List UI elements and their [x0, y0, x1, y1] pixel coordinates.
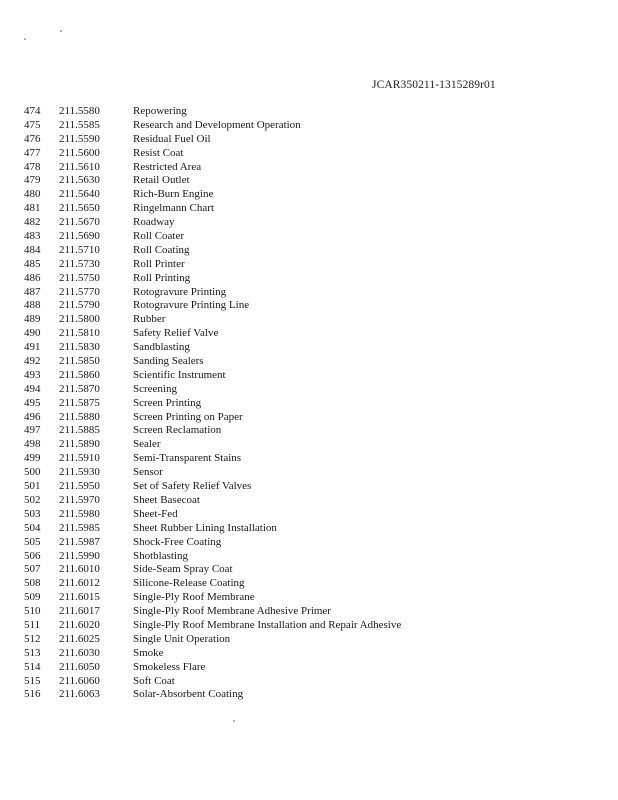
list-item: [0, 522, 618, 536]
list-item: [0, 230, 618, 244]
row-number: 485: [24, 257, 41, 270]
row-number: 477: [24, 146, 41, 159]
section-number: 211.5930: [59, 466, 100, 479]
list-item: [0, 383, 618, 397]
row-number: 513: [24, 646, 41, 659]
section-number: 211.5880: [59, 410, 100, 423]
row-number: 504: [24, 521, 41, 534]
row-number: 505: [24, 535, 41, 548]
scan-speck: [60, 30, 62, 32]
list-item: [0, 119, 618, 133]
row-number: 490: [24, 327, 41, 340]
section-number: 211.5990: [59, 549, 100, 562]
row-number: 495: [24, 396, 41, 409]
row-number: 476: [24, 132, 41, 145]
row-number: 487: [24, 285, 41, 298]
section-number: 211.5985: [59, 521, 100, 534]
term: Screen Printing: [133, 396, 202, 409]
list-item: [0, 424, 618, 438]
row-number: 497: [24, 424, 41, 437]
term: Repowering: [133, 105, 187, 117]
term: Roll Printer: [133, 257, 185, 270]
term: Silicone-Release Coating: [133, 577, 245, 590]
term: Side-Seam Spray Coat: [133, 563, 233, 576]
row-number: 496: [24, 410, 41, 423]
section-number: 211.6012: [59, 577, 100, 590]
section-number: 211.6017: [59, 605, 100, 618]
row-number: 509: [24, 591, 41, 604]
list-item: [0, 327, 618, 341]
list-item: [0, 647, 618, 661]
row-number: 479: [24, 174, 41, 187]
section-number: 211.5980: [59, 507, 100, 520]
section-number: 211.5875: [59, 396, 100, 409]
row-number: 480: [24, 188, 41, 201]
term: Sheet-Fed: [133, 507, 178, 520]
term: Research and Development Operation: [133, 118, 301, 131]
section-number: 211.5580: [59, 105, 100, 117]
row-number: 510: [24, 605, 41, 618]
term: Solar-Absorbent Coating: [133, 688, 244, 701]
section-number: 211.5910: [59, 452, 100, 465]
section-number: 211.5790: [59, 299, 100, 312]
term: Screen Printing on Paper: [133, 410, 243, 423]
section-number: 211.5610: [59, 160, 100, 173]
list-item: [0, 452, 618, 466]
list-item: [0, 550, 618, 564]
list-item: [0, 202, 618, 216]
row-number: 475: [24, 118, 41, 131]
row-number: 492: [24, 355, 41, 368]
scan-speck: [24, 38, 26, 40]
row-number: 489: [24, 313, 41, 326]
list-item: [0, 508, 618, 522]
section-number: 211.6050: [59, 660, 100, 673]
list-item: [0, 299, 618, 313]
list-item: [0, 591, 618, 605]
term: Shotblasting: [133, 549, 189, 562]
row-number: 503: [24, 507, 41, 520]
term: Single Unit Operation: [133, 632, 231, 645]
list-item: [0, 341, 618, 355]
section-number: 211.5750: [59, 271, 100, 284]
term: Sheet Basecoat: [133, 493, 200, 506]
term: Rich-Burn Engine: [133, 188, 214, 201]
list-item: [0, 494, 618, 508]
row-number: 484: [24, 243, 41, 256]
row-number: 511: [24, 618, 41, 631]
row-number: 498: [24, 438, 41, 451]
list-item: [0, 480, 618, 494]
list-item: [0, 161, 618, 175]
list-item: [0, 411, 618, 425]
document-id: JCAR350211-1315289r01: [372, 79, 496, 91]
list-item: [0, 688, 618, 702]
row-number: 474: [24, 105, 41, 117]
section-number: 211.6015: [59, 591, 100, 604]
section-number: 211.5600: [59, 146, 100, 159]
term: Residual Fuel Oil: [133, 132, 211, 145]
row-number: 491: [24, 341, 41, 354]
list-item: [0, 272, 618, 286]
section-number: 211.5885: [59, 424, 100, 437]
row-number: 494: [24, 382, 41, 395]
term: Scientific Instrument: [133, 368, 226, 381]
list-item: [0, 563, 618, 577]
list-item: [0, 188, 618, 202]
term: Roll Coating: [133, 243, 190, 256]
section-number: 211.5950: [59, 480, 100, 493]
section-number: 211.5630: [59, 174, 100, 187]
term: Roll Coater: [133, 230, 185, 243]
term: Restricted Area: [133, 160, 202, 173]
list-item: [0, 286, 618, 300]
section-number: 211.5970: [59, 493, 100, 506]
row-number: 483: [24, 230, 41, 243]
row-number: 482: [24, 216, 41, 229]
list-item: [0, 633, 618, 647]
row-number: 515: [24, 674, 41, 687]
section-number: 211.5640: [59, 188, 100, 201]
list-item: [0, 661, 618, 675]
row-number: 501: [24, 480, 41, 493]
term: Sandblasting: [133, 341, 190, 354]
row-number: 506: [24, 549, 41, 562]
section-number: 211.5987: [59, 535, 100, 548]
term: Soft Coat: [133, 674, 175, 687]
list-item: [0, 258, 618, 272]
term: Semi-Transparent Stains: [133, 452, 242, 465]
term: Smokeless Flare: [133, 660, 206, 673]
section-number: 211.5710: [59, 243, 100, 256]
row-number: 512: [24, 632, 41, 645]
section-number: 211.6020: [59, 618, 100, 631]
section-number: 211.5890: [59, 438, 100, 451]
list-item: [0, 577, 618, 591]
section-number: 211.6025: [59, 632, 100, 645]
term: Rubber: [133, 313, 166, 326]
section-number: 211.5800: [59, 313, 100, 326]
list-item: [0, 147, 618, 161]
row-number: 514: [24, 660, 41, 673]
row-number: 508: [24, 577, 41, 590]
term: Shock-Free Coating: [133, 535, 222, 548]
section-number: 211.5730: [59, 257, 100, 270]
list-item: [0, 397, 618, 411]
row-number: 478: [24, 160, 41, 173]
list-item: [0, 244, 618, 258]
section-number: 211.5870: [59, 382, 100, 395]
row-number: 499: [24, 452, 41, 465]
term: Ringelmann Chart: [133, 202, 214, 215]
term: Sealer: [133, 438, 161, 451]
section-number: 211.5810: [59, 327, 100, 340]
term: Roll Printing: [133, 271, 191, 284]
list-item: [0, 438, 618, 452]
list-item: [0, 355, 618, 369]
section-number: 211.6063: [59, 688, 100, 701]
section-number: 211.6010: [59, 563, 100, 576]
term: Single-Ply Roof Membrane Adhesive Primer: [133, 605, 331, 618]
term: Single-Ply Roof Membrane: [133, 591, 255, 604]
row-number: 516: [24, 688, 41, 701]
section-number: 211.5585: [59, 118, 100, 131]
term: Sheet Rubber Lining Installation: [133, 521, 277, 534]
section-number: 211.5690: [59, 230, 100, 243]
list-item: [0, 466, 618, 480]
term: Set of Safety Relief Valves: [133, 480, 252, 493]
term: Single-Ply Roof Membrane Installation and Repair Adhesive: [133, 618, 402, 631]
list-item: [0, 105, 618, 119]
term: Safety Relief Valve: [133, 327, 219, 340]
section-number: 211.5650: [59, 202, 100, 215]
list-item: [0, 133, 618, 147]
term: Roadway: [133, 216, 175, 229]
list-item: [0, 216, 618, 230]
row-number: 500: [24, 466, 41, 479]
section-number: 211.5770: [59, 285, 100, 298]
definitions-list: [0, 105, 618, 702]
term: Sanding Sealers: [133, 355, 204, 368]
row-number: 481: [24, 202, 41, 215]
row-number: 507: [24, 563, 41, 576]
row-number: 488: [24, 299, 41, 312]
list-item: [0, 536, 618, 550]
term: Screen Reclamation: [133, 424, 222, 437]
list-item: [0, 369, 618, 383]
list-item: [0, 619, 618, 633]
row-number: 502: [24, 493, 41, 506]
term: Retail Outlet: [133, 174, 190, 187]
term: Rotogravure Printing: [133, 285, 227, 298]
term: Sensor: [133, 466, 163, 479]
row-number: 486: [24, 271, 41, 284]
section-number: 211.5590: [59, 132, 100, 145]
scan-speck: [233, 720, 235, 722]
section-number: 211.6060: [59, 674, 100, 687]
list-item: [0, 313, 618, 327]
row-number: 493: [24, 368, 41, 381]
term: Screening: [133, 382, 177, 395]
list-item: [0, 174, 618, 188]
term: Resist Coat: [133, 146, 184, 159]
term: Rotogravure Printing Line: [133, 299, 250, 312]
section-number: 211.5670: [59, 216, 100, 229]
list-item: [0, 675, 618, 689]
section-number: 211.5860: [59, 368, 100, 381]
list-item: [0, 605, 618, 619]
section-number: 211.5830: [59, 341, 100, 354]
section-number: 211.6030: [59, 646, 100, 659]
term: Smoke: [133, 646, 164, 659]
section-number: 211.5850: [59, 355, 100, 368]
